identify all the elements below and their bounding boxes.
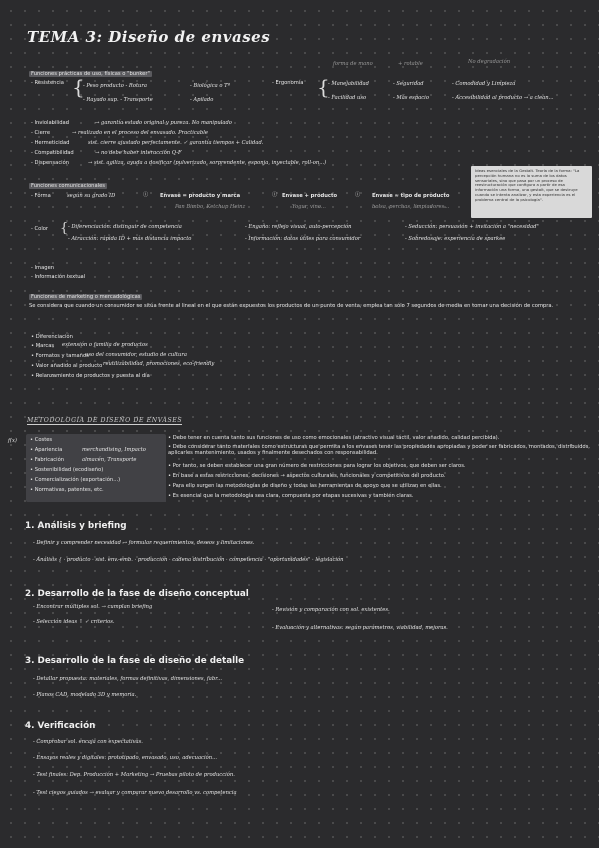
forma-item: Envase + producto — [282, 193, 338, 199]
marketing-item: • Valor añadido al producto — [31, 363, 103, 369]
section-heading-practicas: Funciones prácticas de uso, físicas o "bunker" — [31, 71, 150, 77]
color-item: - Engaño: reflejo visual, auto-percepción — [245, 224, 352, 230]
methodology-list-item: • Sostenibilidad (ecodiseño) — [30, 467, 104, 473]
practica-line-label: - Cierre — [31, 130, 51, 136]
methodology-list-item: • Apariencia — [30, 447, 63, 453]
step-line: - Planos CAD, modelado 3D y memoria. — [33, 692, 137, 698]
methodology-bullet: • Debe considerar tanto materiales como estructuras que permita a los envases tener las propiedades apropiadas y poder ser fabricados, montados, distribuidos, aplicarles mantenimiento, usados y finalmente desechados con responsabilidad. — [168, 444, 590, 457]
step-heading: 1. Análisis y briefing — [25, 521, 127, 531]
step-heading: 3. Desarrollo de la fase de diseño de detalle — [25, 656, 245, 666]
step-line: - Comprobar sol. encaja con expectativas. — [33, 739, 143, 745]
gestalt-note: Ideas esenciales de la Gestalt. Teoría de la forma: "La percepción humana no es la suma de los datos sensoriales, sino que pasa por un proceso de reestructuración que configura a partir de esa información una forma, una gestalt, que se destruye cuando se intenta analizar, y esta experiencia es el problema central de la psicología". — [471, 166, 592, 218]
marketing-item: • Marcas — [31, 343, 55, 349]
marketing-item-note: reutilizabilidad, promociones, eco-friendly — [103, 361, 215, 367]
forma-item: Envase = producto y marca — [160, 193, 241, 199]
marketing-item-note: uso del consumidor, estudio de cultura — [85, 352, 187, 358]
color-item: - Seducción: persuasión + invitación a "necesidad" — [405, 224, 539, 230]
step-heading: 4. Verificación — [25, 721, 96, 731]
practica-line-text: → realizado en el proceso del envasado. Practicable — [72, 130, 208, 136]
methodology-list-item: • Normativas, patentes, etc. — [30, 487, 104, 493]
color-item: - Atracción: rápida ID + más distancia impacto — [68, 236, 192, 242]
methodology-list-note: almacén, Transporte — [82, 457, 137, 463]
step-line: - Ensayos reales y digitales: prototipado, envasado, uso, adecuación... — [33, 755, 218, 761]
section-heading-comunicacionales: Funciones comunicacionales — [31, 183, 105, 189]
forma-circle-icon: ⓘ — [355, 192, 361, 198]
section-heading-marketing: Funciones de marketing o mercadológicas — [31, 294, 141, 300]
step-line: - Revisión y comparación con sol. existentes. — [272, 607, 390, 613]
methodology-bullet: • Debe tener en cuenta tanto sus funciones de uso como emocionales (atractivo visual táctil, valor añadido, calidad percibida). — [168, 435, 500, 441]
practica-line-text: → sist. agiliza, ayuda a dosificar (pulverizado, sorprendente, esponja, inyectable, roll-on...) — [88, 160, 327, 166]
forma-item-sub: Pan Bimbo, Ketchup Heinz — [175, 204, 246, 210]
ergonomia-item: - Más espacio — [393, 95, 429, 101]
fx-label: f(x) — [8, 438, 17, 444]
page-title: TEMA 3: Diseño de envases — [27, 28, 271, 46]
step-line: - Definir y comprender necesidad → formular requerimientos, deseos y limitaciones. — [33, 540, 255, 546]
practica-line-text: → garantía estado original y pureza. No manipulado — [95, 120, 232, 126]
resistencia-item: - Peso producto - Rotura — [83, 83, 147, 89]
step-line: - Selección ideas ↑ ✓ criterios. — [33, 619, 115, 625]
marketing-item: • Relanzamiento de productos y puesta al día — [31, 373, 150, 379]
resistencia-item: - Rayado sup. - Transporte — [83, 97, 153, 103]
methodology-bullet: • Es esencial que la metodología sea clara, compuesta por etapas sucesivas y también claras. — [168, 493, 414, 499]
step-line: - Evaluación y alternativas: según parámetros, viabilidad, mejoras. — [272, 625, 448, 631]
forma-circle-icon: ⓘ — [143, 192, 149, 198]
marketing-item: • Formatos y tamaños — [31, 353, 89, 359]
step-line: - Test finales: Dep. Producción + Marketing → Pruebas piloto de producción. — [33, 772, 235, 778]
methodology-list-item: • Comercialización (exportación...) — [30, 477, 121, 483]
resistencia-item: - Biológica o Tª — [190, 83, 231, 89]
imagen-item: - Imagen — [31, 265, 55, 271]
informacion-item: - Información textual — [31, 274, 86, 280]
ergonomia-note: forma de mano — [333, 61, 373, 67]
forma-item: Envase ≈ tipo de producto — [372, 193, 450, 199]
step-line: - Encontrar múltiples sol. → cumplan briefing — [33, 604, 153, 610]
color-item: - Diferenciación: distinguir de competencia — [68, 224, 182, 230]
ergonomia-item: - Manejabilidad — [328, 81, 369, 87]
ergonomia-note: No degradación — [468, 59, 511, 65]
practica-line-label: - Inviolabilidad — [31, 120, 70, 126]
methodology-bullet: • Por tanto, se deben establecer una gran número de restricciones para lograr los objetivos, que deben ser claros. — [168, 463, 466, 469]
ergonomia-label: - Ergonomía — [272, 80, 304, 86]
step-heading: 2. Desarrollo de la fase de diseño conceptual — [25, 589, 249, 599]
practica-line-text: → no debe haber interacción Q-F — [95, 150, 182, 156]
forma-circle-icon: ⓘ — [272, 192, 278, 198]
marketing-paragraph: Se considera que cuando un consumidor se sitúa frente al lineal en el que están expuestos los productos de un punto de venta, emplea tan sólo 7 segundos de media en tomar una decisión de compra. — [29, 303, 554, 309]
ergonomia-item: - Facilidad uso — [328, 95, 367, 101]
ergonomia-item: - Comodidad y Limpieza — [452, 81, 516, 87]
methodology-heading: METODOLOGÍA DE DISEÑO DE ENVASES — [27, 417, 183, 424]
step-line: - Análisis { · producto · sist. env.-emb. · producción · cadena distribución · competencia · "oportunidades" · legislación — [33, 557, 344, 563]
practica-line-label: - Hermeticidad — [31, 140, 70, 146]
marketing-item: • Diferenciación — [31, 334, 73, 340]
brace-resistencia: { — [72, 75, 85, 99]
resistencia-label: - Resistencia — [31, 80, 64, 86]
methodology-bullet: • En base a estas restricciones, decisiones → aspectos culturales, funcionales y competitivos del producto. — [168, 473, 446, 479]
step-line: - Test ciegos guiados → evaluar y comparar nuevo desarrollo vs. competencia — [33, 790, 237, 796]
brace-color: { — [60, 221, 69, 236]
color-label: - Color — [31, 226, 49, 232]
methodology-list-note: merchandising, Impacto — [82, 447, 146, 453]
resistencia-item: - Apilado — [190, 97, 214, 103]
practica-line-label: - Dispensación — [31, 160, 70, 166]
methodology-list-item: • Fabricación — [30, 457, 65, 463]
methodology-bullet: • Para ello surgen las metodologías de diseño y todas las herramientas de apoyo que se utilizan en ellas. — [168, 483, 442, 489]
step-line: - Detallar propuesta: materiales, formas definitivas, dimensiones, fabr... — [33, 676, 223, 682]
practica-line-text: sist. cierre ajustado perfectamente. ✓ garantía tiempos + Calidad. — [88, 140, 264, 146]
methodology-list-item: • Costes — [30, 437, 53, 443]
marketing-item-note: extensión o familia de productos — [62, 342, 148, 348]
practica-line-label: - Compatibilidad — [31, 150, 74, 156]
forma-label: - Forma — [31, 193, 51, 199]
brace-ergonomia: { — [317, 75, 330, 99]
color-item: - Información: datos útiles para consumidor — [245, 236, 361, 242]
forma-text: según su grado ID — [67, 193, 116, 199]
forma-item-sub: bolsa, perchas, limpiadores... — [372, 204, 450, 210]
ergonomia-item: - Accesibilidad al producto → a clean... — [452, 95, 554, 101]
ergonomia-item: - Seguridad — [393, 81, 424, 87]
forma-item-sub: Yogur, vino... — [292, 204, 326, 210]
color-item: - Sobredosaje: experiencia de sparkee — [405, 236, 506, 242]
ergonomia-note: + rotable — [398, 61, 423, 67]
